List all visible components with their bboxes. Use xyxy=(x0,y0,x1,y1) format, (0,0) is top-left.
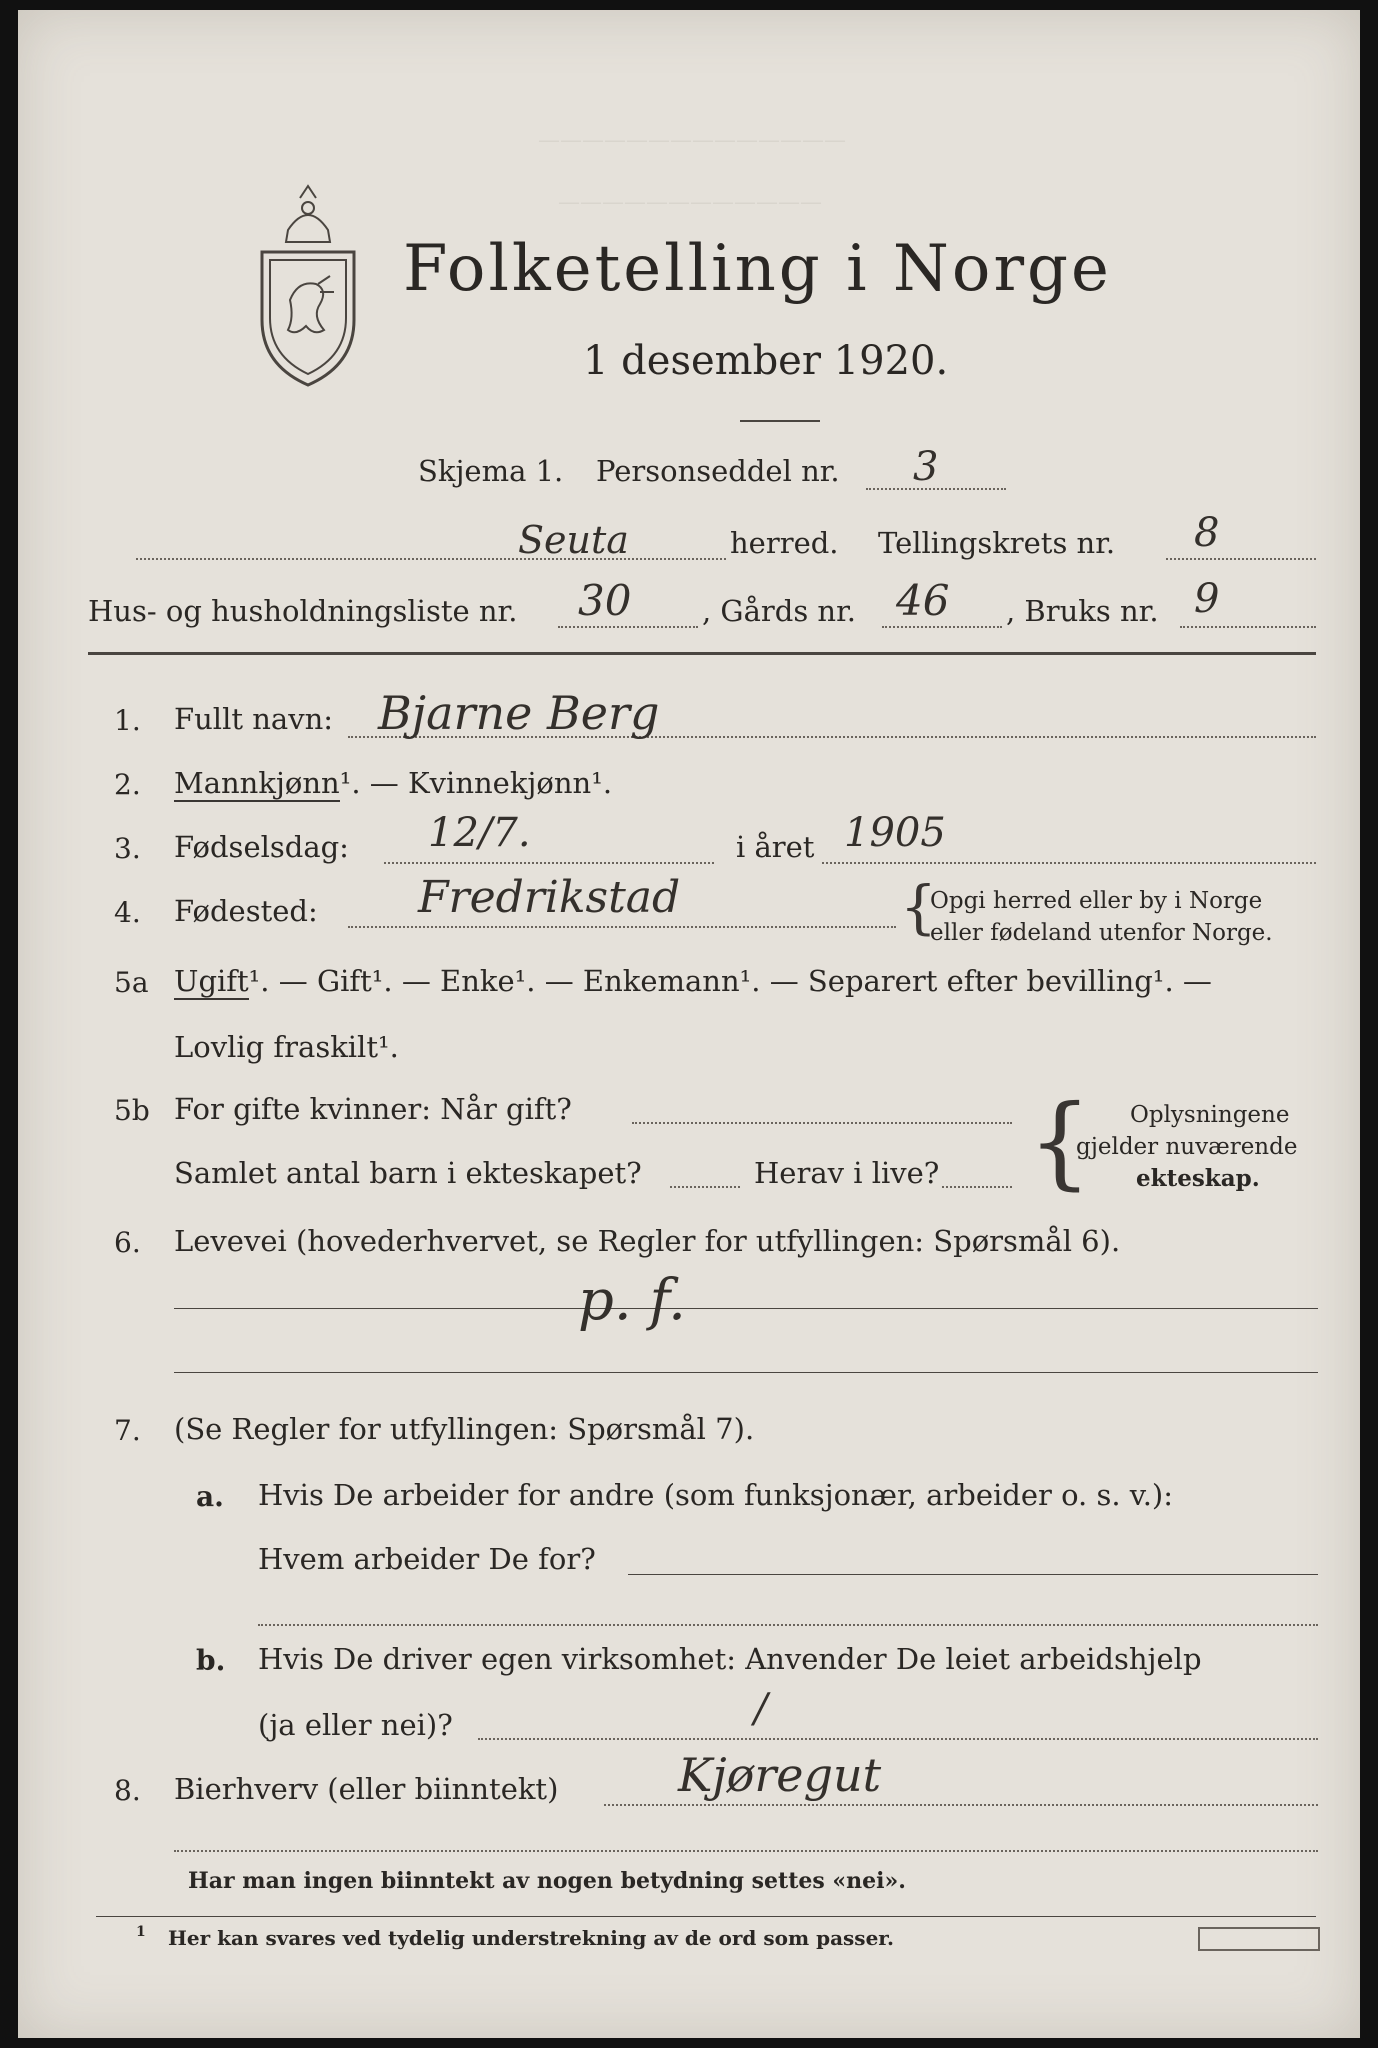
q2-separator: ¹. — xyxy=(339,766,408,800)
census-form-page xyxy=(18,10,1360,2038)
q3-year-label: i året xyxy=(736,830,815,864)
bruks-field-line xyxy=(1180,626,1316,628)
q2-options xyxy=(174,766,612,800)
q6-value: p. f. xyxy=(578,1268,686,1333)
q1-number: 1. xyxy=(114,704,141,737)
q3-value: 12/7. xyxy=(428,810,531,856)
coat-of-arms-icon xyxy=(248,180,368,390)
q6-number: 6. xyxy=(114,1226,141,1259)
q4-number: 4. xyxy=(114,896,141,929)
q7-label: (Se Regler for utfyllingen: Spørsmål 7). xyxy=(174,1412,755,1446)
q7a-letter: a. xyxy=(196,1480,224,1513)
tellingskrets-label: Tellingskrets nr. xyxy=(878,526,1116,560)
q6-label: Levevei (hovederhvervet, se Regler for utfyllingen: Spørsmål 6). xyxy=(174,1224,1121,1258)
q4-note-line1: Opgi herred eller by i Norge xyxy=(930,888,1263,914)
husliste-field-line xyxy=(558,626,698,628)
q3-label: Fødselsdag: xyxy=(174,830,349,864)
q5b-line1-field xyxy=(632,1122,1012,1124)
tellingskrets-field-line xyxy=(1166,558,1316,560)
q7b-line1: Hvis De driver egen virksomhet: Anvender De leiet arbeidshjelp xyxy=(258,1642,1202,1676)
husliste-value: 30 xyxy=(578,576,632,625)
q7b-value: / xyxy=(754,1686,768,1732)
form-date: 1 desember 1920. xyxy=(583,338,949,384)
herred-field-line xyxy=(136,558,726,560)
q2-number: 2. xyxy=(114,768,141,801)
q7-number: 7. xyxy=(114,1414,141,1447)
personseddel-label: Personseddel nr. xyxy=(596,454,840,488)
personseddel-value: 3 xyxy=(913,444,939,490)
q5b-number: 5b xyxy=(114,1094,150,1127)
form-title: Folketelling i Norge xyxy=(403,232,1112,306)
q2-male-option: Mannkjønn xyxy=(174,766,340,800)
footnote-mark: 1 xyxy=(136,1924,146,1940)
gards-value: 46 xyxy=(896,576,950,625)
q5a-other-options: ¹. — Gift¹. — Enke¹. — Enkemann¹. — Separert efter bevilling¹. — xyxy=(248,964,1212,998)
q3-number: 3. xyxy=(114,832,141,865)
gards-label: , Gårds nr. xyxy=(702,594,856,628)
biinntekt-note: Har man ingen biinntekt av nogen betydning settes «nei». xyxy=(188,1868,906,1894)
q5b-brace: { xyxy=(1028,1083,1092,1200)
herred-label: herred. xyxy=(730,526,839,560)
q6-answer-line2 xyxy=(174,1372,1318,1373)
q7a-line1: Hvis De arbeider for andre (som funksjonær, arbeider o. s. v.): xyxy=(258,1478,1174,1512)
q5b-alive-field xyxy=(942,1186,1012,1188)
q3-year-field-line xyxy=(822,862,1316,864)
q4-field-line xyxy=(348,926,896,928)
q8-field-line xyxy=(604,1804,1318,1806)
q5b-note-line1: Oplysningene xyxy=(1130,1102,1290,1128)
footnote-text: Her kan svares ved tydelig understrekning av de ord som passer. xyxy=(168,1926,894,1950)
q2-end: ¹. xyxy=(591,766,613,800)
gards-field-line xyxy=(882,626,1002,628)
q5b-children-field xyxy=(670,1186,740,1188)
q7a-line2: Hvem arbeider De for? xyxy=(258,1542,596,1576)
q7b-letter: b. xyxy=(196,1644,226,1677)
q1-value: Bjarne Berg xyxy=(378,686,660,740)
q4-label: Fødested: xyxy=(174,894,318,928)
schema-label: Skjema 1. xyxy=(418,454,564,488)
q5b-line2-mid: Herav i live? xyxy=(754,1156,940,1190)
q4-value: Fredrikstad xyxy=(418,872,681,923)
q5b-note-line3: ekteskap. xyxy=(1136,1165,1260,1192)
husliste-label: Hus- og husholdningsliste nr. xyxy=(88,594,518,628)
q1-label: Fullt navn: xyxy=(174,702,334,736)
footnote-rule xyxy=(96,1916,1316,1917)
q5a-options xyxy=(174,964,1212,998)
show-through-text: —————————————— xyxy=(538,128,846,153)
q5a-number: 5a xyxy=(114,966,149,999)
q8-number: 8. xyxy=(114,1774,141,1807)
printer-stamp xyxy=(1198,1927,1320,1951)
header-rule xyxy=(88,652,1316,655)
q5b-line1-label: For gifte kvinner: Når gift? xyxy=(174,1092,572,1126)
q7a-answer-line1 xyxy=(628,1574,1318,1575)
q2-female-option: Kvinnekjønn xyxy=(408,766,592,800)
tellingskrets-value: 8 xyxy=(1194,510,1220,556)
title-divider xyxy=(740,420,820,422)
q5b-line2-label: Samlet antal barn i ekteskapet? xyxy=(174,1156,642,1190)
q5a-ugift-option: Ugift xyxy=(174,964,249,998)
q8-label: Bierhverv (eller biinntekt) xyxy=(174,1772,559,1806)
q4-note-line2: eller fødeland utenfor Norge. xyxy=(930,920,1273,946)
show-through-text: ———————————— xyxy=(558,190,822,215)
bruks-value: 9 xyxy=(1194,576,1220,622)
q3-year-value: 1905 xyxy=(844,810,946,856)
bruks-label: , Bruks nr. xyxy=(1006,594,1159,628)
q5b-note-line2: gjelder nuværende xyxy=(1076,1134,1298,1160)
q7b-line2: (ja eller nei)? xyxy=(258,1708,453,1742)
q7a-answer-line2 xyxy=(258,1624,1318,1626)
q3-field-line xyxy=(384,862,714,864)
q8-answer-line2 xyxy=(174,1850,1318,1852)
q5a-line2: Lovlig fraskilt¹. xyxy=(174,1030,399,1064)
q8-value: Kjøregut xyxy=(678,1748,882,1802)
herred-value: Seuta xyxy=(518,518,629,562)
q7b-answer-line xyxy=(478,1738,1318,1740)
q4-brace: { xyxy=(900,873,937,941)
q6-answer-line1 xyxy=(174,1308,1318,1309)
